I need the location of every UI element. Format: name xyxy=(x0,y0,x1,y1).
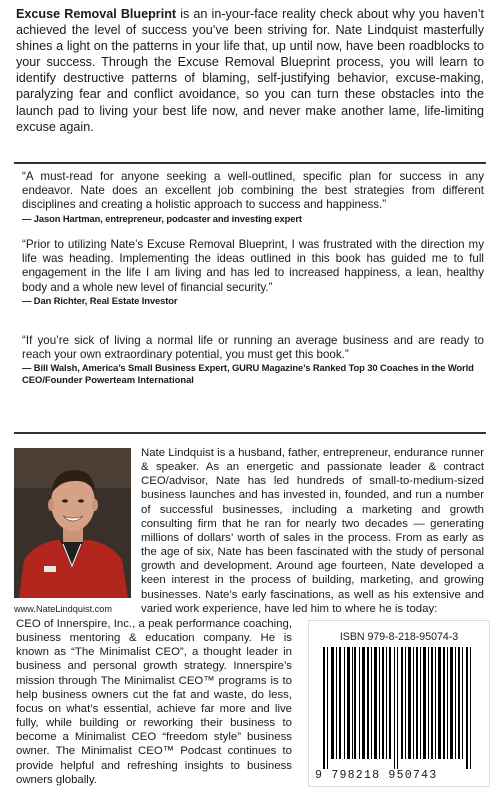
author-bio-right: Nate Lindquist is a husband, father, entrepreneur, endurance runner & speaker. As an energetic and passionate leader & contract CEO/advisor, Nate has led hundreds of small-to-medium-sized business launches and has invested in, founded, and run a number of successful businesses, including a marketing and growth consulting firm that he ran for nearly two decades — generating millions of dollars’ worth of sales in the process. From as early as the age of six, Nate has been fascinated with the study of personal growth and development. Around age fourteen, Nate developed a keen interest in the process of building, marketing, and growing businesses. Nate’s early fascinations, as well as his extensive and varied work experience, have led him to where he is today: xyxy=(141,447,484,615)
barcode-icon xyxy=(323,647,475,769)
testimonial-author: — Jason Hartman, entrepreneur, podcaster and investing expert xyxy=(22,212,302,224)
author-bio-bottom: CEO of Innerspire, Inc., a peak performance coaching, business mentoring & education company. He is known as “The Minimalist CEO”, a thought leader in business and personal growth strategy. Innerspire’s mission through The Minimalist CEO™ programs is to help business owners cut the fat and waste, do less, focus on what’s essential, achieve far more and live fully, while building or reworking their business to become a Minimalist CEO “freedom style” business owner. The Minimalist CEO™ Podcast continues to provide helpful and refreshing insights to business owners globally. xyxy=(16,618,292,786)
intro-paragraph xyxy=(16,6,484,135)
testimonial-text: “If you’re sick of living a normal life or running an average business and are ready to reach your own extraordinary potential, you must get this book.” xyxy=(22,334,484,362)
intro-text: is an in-your-face reality check about why you haven’t achieved the level of success you’ve been striving for. Nate Lindquist masterfully shines a light on the patterns in your life that, up until now, have been roadblocks to your success. Through the Excuse Removal Blueprint process, you will learn to identify destructive patterns of blaming, self-justifying behavior, excuse-making, paralyzing fear and conflict avoidance, so you can turn these obstacles into the launch pad to living your best life now, and never make another lame, life-limiting excuse again. xyxy=(16,7,485,134)
divider-top xyxy=(14,162,486,164)
author-photo xyxy=(14,448,131,598)
testimonial-text: “Prior to utilizing Nate’s Excuse Removal Blueprint, I was frustrated with the direction my life was heading. Implementing the ideas outlined in this book has guided me to full engagement in the life I am living and has led to increased happiness, a lean, healthy body and a whole new level of financial security.” xyxy=(22,238,484,294)
isbn-barcode xyxy=(308,620,490,787)
testimonial-2 xyxy=(22,238,484,307)
book-title: Excuse Removal Blueprint xyxy=(16,7,177,21)
testimonial-3 xyxy=(22,334,484,386)
isbn-label: ISBN 979-8-218-95074-3 xyxy=(339,631,459,643)
divider-bottom xyxy=(14,432,486,434)
barcode-digits: 9 798218 950743 xyxy=(315,769,438,782)
testimonial-author: — Bill Walsh, America’s Small Business Expert, GURU Magazine’s Ranked Top 30 Coaches in the World xyxy=(22,362,474,374)
testimonial-1 xyxy=(22,170,484,225)
testimonial-author: — Dan Richter, Real Estate Investor xyxy=(22,294,178,306)
author-website: www.NateLindquist.com xyxy=(14,604,113,614)
testimonial-author-title: CEO/Founder Powerteam International xyxy=(22,374,194,386)
testimonial-text: “A must-read for anyone seeking a well-outlined, specific plan for success in any endeavor. Nate does an excellent job combining the best strategies from different disciplines and creating a holistic approach to success and happiness.” xyxy=(22,170,484,212)
